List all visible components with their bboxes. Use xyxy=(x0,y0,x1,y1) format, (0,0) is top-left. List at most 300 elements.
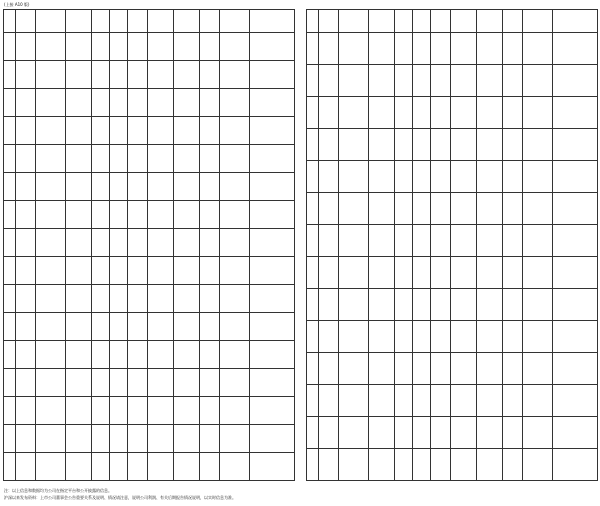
table-cell xyxy=(200,369,220,397)
table-cell xyxy=(369,33,395,65)
continued-note: (上接 A10 版) xyxy=(4,2,30,7)
table-cell xyxy=(36,145,66,173)
disclosure-table-right xyxy=(306,9,598,481)
table-cell xyxy=(413,65,431,97)
table-cell xyxy=(307,257,319,289)
table-cell xyxy=(4,173,16,201)
table-cell xyxy=(36,173,66,201)
table-cell xyxy=(477,321,503,353)
table-cell xyxy=(200,145,220,173)
table-cell xyxy=(36,61,66,89)
footnote-2: 沪深以来发布资料：上市公司董事会公告重要关系及说明、情况请注意，说明公司利润、有关后期报告情况说明，以实时信息为准。 xyxy=(4,495,236,500)
table-cell xyxy=(319,321,339,353)
table-cell xyxy=(4,313,16,341)
table-row xyxy=(4,453,295,481)
table-row xyxy=(4,341,295,369)
table-row xyxy=(4,313,295,341)
table-cell xyxy=(523,161,553,193)
table-cell xyxy=(451,193,477,225)
table-cell xyxy=(174,145,200,173)
table-cell xyxy=(369,225,395,257)
table-cell xyxy=(319,225,339,257)
table-cell xyxy=(4,201,16,229)
table-cell xyxy=(4,33,16,61)
table-cell xyxy=(128,313,148,341)
table-cell xyxy=(395,417,413,449)
table-cell xyxy=(174,201,200,229)
table-cell xyxy=(413,33,431,65)
table-cell xyxy=(553,97,598,129)
table-cell xyxy=(220,89,250,117)
table-cell xyxy=(553,257,598,289)
table-cell xyxy=(553,161,598,193)
table-cell xyxy=(4,117,16,145)
table-cell xyxy=(92,313,110,341)
table-cell xyxy=(339,225,369,257)
table-cell xyxy=(431,385,451,417)
table-cell xyxy=(110,201,128,229)
table-cell xyxy=(200,285,220,313)
table-cell xyxy=(220,201,250,229)
table-cell xyxy=(523,97,553,129)
table-cell xyxy=(250,201,295,229)
table-cell xyxy=(200,397,220,425)
table-cell xyxy=(110,313,128,341)
table-row xyxy=(307,161,598,193)
table-cell xyxy=(503,449,523,481)
table-cell xyxy=(553,65,598,97)
table-cell xyxy=(92,257,110,285)
table-cell xyxy=(250,173,295,201)
table-cell xyxy=(148,201,174,229)
table-cell xyxy=(477,193,503,225)
table-cell xyxy=(451,225,477,257)
table-cell xyxy=(477,65,503,97)
table-cell xyxy=(451,321,477,353)
table-cell xyxy=(128,117,148,145)
table-cell xyxy=(369,97,395,129)
table-cell xyxy=(174,89,200,117)
table-cell xyxy=(128,257,148,285)
table-cell xyxy=(395,353,413,385)
table-cell xyxy=(307,65,319,97)
table-cell xyxy=(66,453,92,481)
table-cell xyxy=(16,145,36,173)
table-cell xyxy=(220,145,250,173)
table-cell xyxy=(174,257,200,285)
table-cell xyxy=(110,285,128,313)
table-cell xyxy=(128,89,148,117)
table-cell xyxy=(92,201,110,229)
table-cell xyxy=(369,65,395,97)
table-cell xyxy=(128,425,148,453)
table-cell xyxy=(128,201,148,229)
table-cell xyxy=(477,33,503,65)
table-row xyxy=(307,65,598,97)
table-cell xyxy=(339,257,369,289)
table-cell xyxy=(477,449,503,481)
table-cell xyxy=(92,397,110,425)
table-cell xyxy=(307,289,319,321)
table-cell xyxy=(200,313,220,341)
table-cell xyxy=(66,313,92,341)
table-cell xyxy=(451,449,477,481)
table-cell xyxy=(200,341,220,369)
table-cell xyxy=(431,65,451,97)
table-cell xyxy=(339,449,369,481)
table-row xyxy=(307,353,598,385)
table-cell xyxy=(369,417,395,449)
table-cell xyxy=(451,289,477,321)
table-cell xyxy=(66,173,92,201)
table-cell xyxy=(92,453,110,481)
table-cell xyxy=(553,321,598,353)
table-cell xyxy=(4,257,16,285)
table-cell xyxy=(148,313,174,341)
table-cell xyxy=(339,417,369,449)
table-cell xyxy=(92,33,110,61)
table-cell xyxy=(36,89,66,117)
table-cell xyxy=(250,285,295,313)
table-cell xyxy=(110,117,128,145)
table-row xyxy=(4,145,295,173)
table-cell xyxy=(250,425,295,453)
table-cell xyxy=(319,65,339,97)
table-row xyxy=(307,257,598,289)
table-cell xyxy=(553,33,598,65)
table-cell xyxy=(250,369,295,397)
table-cell xyxy=(174,229,200,257)
table-cell xyxy=(369,193,395,225)
table-cell xyxy=(66,33,92,61)
table-cell xyxy=(174,33,200,61)
table-cell xyxy=(503,97,523,129)
table-cell xyxy=(148,117,174,145)
table-header-row xyxy=(307,10,598,33)
table-cell xyxy=(413,161,431,193)
table-cell xyxy=(4,341,16,369)
table-cell xyxy=(66,425,92,453)
table-cell xyxy=(148,453,174,481)
table-cell xyxy=(395,65,413,97)
table-cell xyxy=(110,397,128,425)
table-cell xyxy=(220,257,250,285)
table-cell xyxy=(250,89,295,117)
table-cell xyxy=(523,257,553,289)
table-cell xyxy=(477,129,503,161)
table-cell xyxy=(553,385,598,417)
table-row xyxy=(4,201,295,229)
table-cell xyxy=(413,417,431,449)
table-cell xyxy=(110,257,128,285)
table-cell xyxy=(395,321,413,353)
table-row xyxy=(4,397,295,425)
table-cell xyxy=(477,353,503,385)
table-cell xyxy=(200,173,220,201)
table-cell xyxy=(339,385,369,417)
table-cell xyxy=(110,89,128,117)
table-cell xyxy=(319,353,339,385)
table-cell xyxy=(503,257,523,289)
table-cell xyxy=(36,369,66,397)
table-cell xyxy=(4,369,16,397)
table-cell xyxy=(16,369,36,397)
table-cell xyxy=(110,229,128,257)
table-cell xyxy=(503,353,523,385)
table-cell xyxy=(477,417,503,449)
table-row xyxy=(307,129,598,161)
table-cell xyxy=(503,289,523,321)
table-cell xyxy=(523,385,553,417)
table-cell xyxy=(148,257,174,285)
table-cell xyxy=(369,161,395,193)
table-cell xyxy=(431,161,451,193)
table-cell xyxy=(339,65,369,97)
table-cell xyxy=(413,321,431,353)
table-cell xyxy=(148,285,174,313)
table-cell xyxy=(431,193,451,225)
table-cell xyxy=(66,257,92,285)
table-cell xyxy=(4,397,16,425)
table-cell xyxy=(369,321,395,353)
table-cell xyxy=(307,417,319,449)
table-cell xyxy=(553,449,598,481)
table-cell xyxy=(66,61,92,89)
table-cell xyxy=(92,341,110,369)
table-cell xyxy=(503,417,523,449)
table-cell xyxy=(174,117,200,145)
table-cell xyxy=(36,397,66,425)
table-cell xyxy=(148,89,174,117)
table-cell xyxy=(66,229,92,257)
table-cell xyxy=(523,449,553,481)
table-cell xyxy=(339,321,369,353)
table-cell xyxy=(477,225,503,257)
table-cell xyxy=(220,33,250,61)
table-cell xyxy=(174,313,200,341)
table-cell xyxy=(477,289,503,321)
table-cell xyxy=(477,97,503,129)
table-cell xyxy=(431,33,451,65)
table-cell xyxy=(503,193,523,225)
table-cell xyxy=(66,145,92,173)
table-cell xyxy=(395,33,413,65)
table-cell xyxy=(174,173,200,201)
table-cell xyxy=(148,145,174,173)
table-cell xyxy=(16,285,36,313)
table-cell xyxy=(503,225,523,257)
table-row xyxy=(4,257,295,285)
table-cell xyxy=(503,161,523,193)
table-row xyxy=(307,33,598,65)
table-cell xyxy=(148,369,174,397)
table-cell xyxy=(413,385,431,417)
table-cell xyxy=(128,369,148,397)
table-cell xyxy=(523,65,553,97)
table-cell xyxy=(110,145,128,173)
table-cell xyxy=(174,61,200,89)
table-cell xyxy=(110,341,128,369)
table-cell xyxy=(503,321,523,353)
table-cell xyxy=(200,257,220,285)
table-cell xyxy=(148,33,174,61)
table-cell xyxy=(174,285,200,313)
table-cell xyxy=(413,225,431,257)
table-cell xyxy=(523,321,553,353)
table-cell xyxy=(16,453,36,481)
table-cell xyxy=(4,89,16,117)
table-cell xyxy=(36,201,66,229)
table-row xyxy=(307,385,598,417)
table-cell xyxy=(503,129,523,161)
table-cell xyxy=(250,229,295,257)
table-cell xyxy=(339,33,369,65)
table-cell xyxy=(523,33,553,65)
table-cell xyxy=(200,33,220,61)
table-cell xyxy=(250,33,295,61)
table-cell xyxy=(200,453,220,481)
table-cell xyxy=(395,449,413,481)
table-cell xyxy=(523,417,553,449)
table-row xyxy=(307,97,598,129)
table-cell xyxy=(451,129,477,161)
table-cell xyxy=(148,61,174,89)
table-cell xyxy=(339,193,369,225)
table-cell xyxy=(92,285,110,313)
table-cell xyxy=(250,257,295,285)
table-cell xyxy=(92,369,110,397)
table-cell xyxy=(200,229,220,257)
table-cell xyxy=(128,453,148,481)
table-cell xyxy=(36,229,66,257)
table-cell xyxy=(307,385,319,417)
table-cell xyxy=(66,89,92,117)
table-cell xyxy=(369,257,395,289)
table-cell xyxy=(523,353,553,385)
table-cell xyxy=(220,173,250,201)
table-cell xyxy=(16,61,36,89)
table-cell xyxy=(36,313,66,341)
table-cell xyxy=(128,397,148,425)
table-cell xyxy=(553,289,598,321)
table-cell xyxy=(451,97,477,129)
table-row xyxy=(307,289,598,321)
table-cell xyxy=(431,97,451,129)
table-cell xyxy=(250,61,295,89)
table-cell xyxy=(339,129,369,161)
table-cell xyxy=(200,61,220,89)
table-cell xyxy=(128,285,148,313)
table-cell xyxy=(319,257,339,289)
table-cell xyxy=(110,425,128,453)
table-cell xyxy=(307,353,319,385)
table-cell xyxy=(200,425,220,453)
table-cell xyxy=(319,161,339,193)
table-cell xyxy=(319,193,339,225)
table-cell xyxy=(413,129,431,161)
table-cell xyxy=(92,89,110,117)
table-cell xyxy=(395,385,413,417)
table-cell xyxy=(16,201,36,229)
table-cell xyxy=(431,257,451,289)
table-cell xyxy=(503,385,523,417)
table-cell xyxy=(4,425,16,453)
table-cell xyxy=(110,173,128,201)
table-cell xyxy=(307,129,319,161)
table-cell xyxy=(66,117,92,145)
table-cell xyxy=(36,257,66,285)
table-row xyxy=(4,89,295,117)
table-row xyxy=(4,229,295,257)
table-cell xyxy=(200,89,220,117)
table-cell xyxy=(307,161,319,193)
table-cell xyxy=(16,173,36,201)
table-cell xyxy=(503,65,523,97)
table-cell xyxy=(16,33,36,61)
disclosure-table-left xyxy=(3,9,295,481)
table-cell xyxy=(92,425,110,453)
table-cell xyxy=(148,173,174,201)
table-cell xyxy=(250,397,295,425)
table-cell xyxy=(477,257,503,289)
table-cell xyxy=(66,369,92,397)
table-cell xyxy=(174,425,200,453)
table-cell xyxy=(369,449,395,481)
table-cell xyxy=(413,289,431,321)
table-cell xyxy=(431,353,451,385)
table-cell xyxy=(395,129,413,161)
table-cell xyxy=(36,33,66,61)
table-cell xyxy=(250,313,295,341)
table-row xyxy=(4,173,295,201)
table-cell xyxy=(220,453,250,481)
table-cell xyxy=(174,341,200,369)
table-cell xyxy=(148,341,174,369)
table-cell xyxy=(250,453,295,481)
table-cell xyxy=(431,225,451,257)
table-cell xyxy=(66,397,92,425)
table-cell xyxy=(128,229,148,257)
table-cell xyxy=(339,353,369,385)
table-row xyxy=(307,449,598,481)
table-cell xyxy=(220,397,250,425)
table-cell xyxy=(307,321,319,353)
footnote-1: 注：以上信息和数据均为公司在指定平台和公开披露的信息。 xyxy=(4,488,112,493)
table-cell xyxy=(250,341,295,369)
table-cell xyxy=(16,397,36,425)
table-cell xyxy=(220,229,250,257)
table-row xyxy=(307,417,598,449)
table-cell xyxy=(319,289,339,321)
table-cell xyxy=(477,161,503,193)
table-cell xyxy=(395,161,413,193)
table-cell xyxy=(413,449,431,481)
table-cell xyxy=(451,257,477,289)
table-cell xyxy=(395,97,413,129)
table-cell xyxy=(200,117,220,145)
table-cell xyxy=(36,425,66,453)
table-cell xyxy=(319,33,339,65)
table-row xyxy=(4,425,295,453)
table-cell xyxy=(451,65,477,97)
table-cell xyxy=(319,449,339,481)
table-row xyxy=(307,225,598,257)
table-cell xyxy=(553,225,598,257)
table-row xyxy=(4,285,295,313)
table-cell xyxy=(128,145,148,173)
table-cell xyxy=(553,193,598,225)
table-cell xyxy=(319,385,339,417)
